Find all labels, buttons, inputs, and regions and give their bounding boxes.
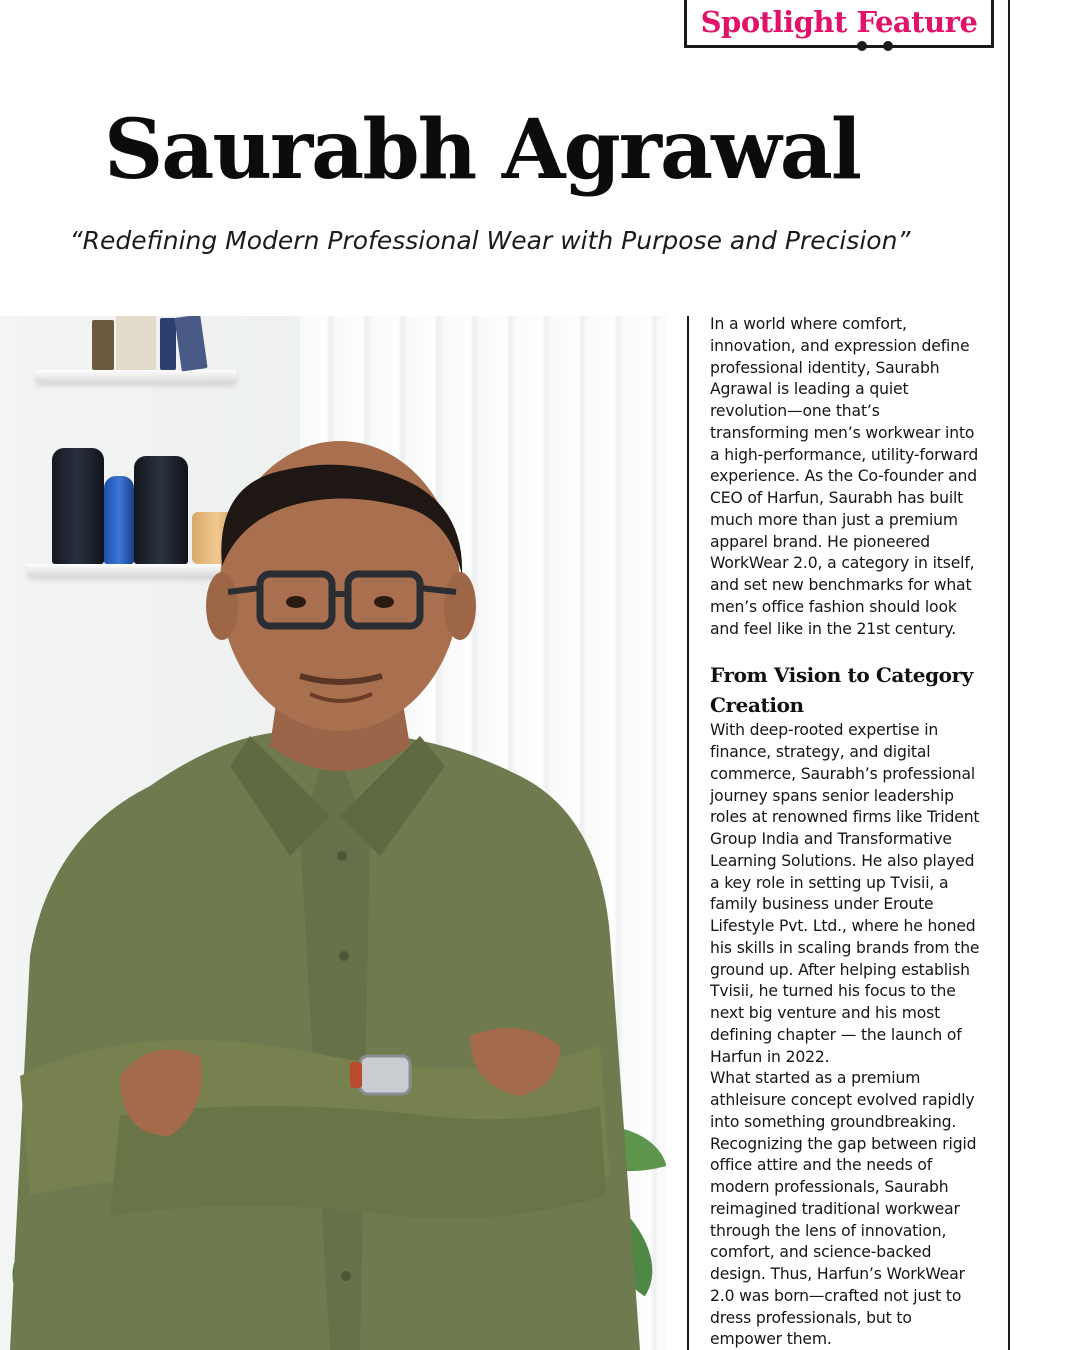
- portrait-photo: [0, 316, 666, 1350]
- article-body-paragraph-1: With deep-rooted expertise in finance, strategy, and digital commerce, Saurabh’s professional journey spans senior leadership roles at renowned firms like Trident Group India and Transformative Learning Solutions. He also played a key role in setting up Tvisii, a family business under Eroute Lifestyle Pvt. Ltd., where he honed his skills in scaling brands from the ground up. After helping establish Tvisii, he turned his focus to the next big venture and his most defining chapter — the launch of Harfun in 2022.: [710, 721, 980, 1066]
- spotlight-tag-label: Spotlight Feature: [700, 4, 978, 39]
- article-body-paragraph-2: What started as a premium athleisure concept evolved rapidly into something groundbreaking. Recognizing the gap between rigid office attire and the needs of modern professionals, Saurabh reimagined traditional workwear through the lens of innovation, comfort, and science-backed design. Thus, Harfun’s WorkWear 2.0 was born—crafted not just to dress professionals, but to empower them.: [710, 1069, 977, 1349]
- spotlight-tag: [684, 0, 994, 48]
- tag-dot-left: [857, 41, 867, 51]
- page-subtitle: “Redefining Modern Professional Wear with Purpose and Precision”: [69, 226, 911, 255]
- article-column: [710, 314, 1006, 1350]
- page-title: Saurabh Agrawal: [104, 102, 860, 198]
- person-figure: [0, 316, 666, 1350]
- section-heading: From Vision to Category Creation: [710, 663, 973, 718]
- page-right-rule: [1008, 0, 1010, 1350]
- tag-dot-right: [883, 41, 893, 51]
- article-intro-paragraph: In a world where comfort, innovation, and expression define professional identity, Saurabh Agrawal is leading a quiet revolution—one that’s transforming men’s workwear into a high-performance, utility-forward experience. As the Co-founder and CEO of Harfun, Saurabh has built much more than just a premium apparel brand. He pioneered WorkWear 2.0, a category in itself, and set new benchmarks for what men’s office fashion should look and feel like in the 21st century.: [710, 315, 979, 638]
- column-rule: [687, 316, 689, 1350]
